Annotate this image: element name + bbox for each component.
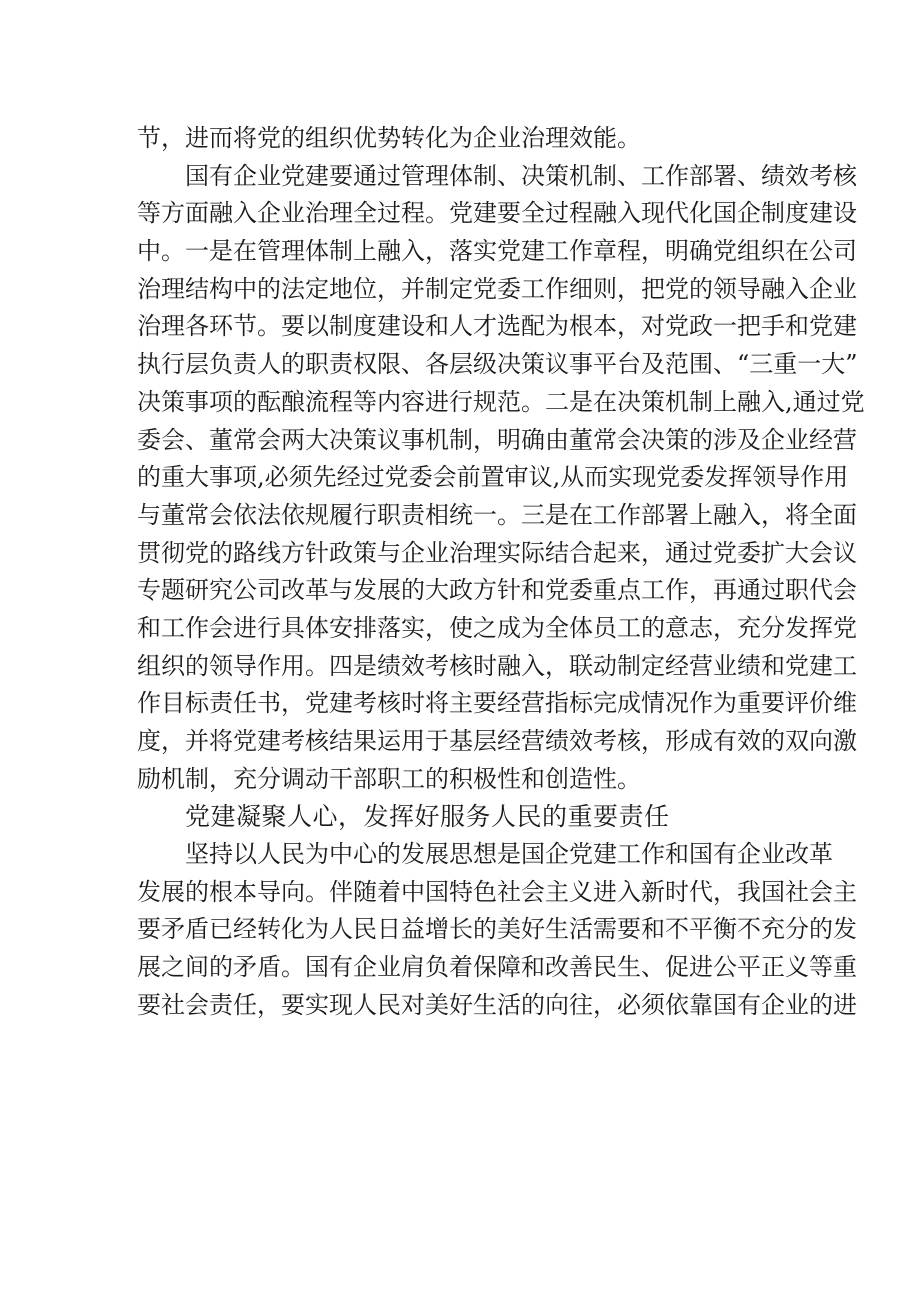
paragraph-line: 度，并将党建考核结果运用于基层经营绩效考核，形成有效的双向激 — [137, 727, 857, 755]
paragraph-line: 执行层负责人的职责权限、各层级决策议事平台及范围、“三重一大” — [137, 350, 858, 379]
paragraph-line: 等方面融入企业治理全过程。党建要全过程融入现代化国企制度建设 — [137, 199, 857, 228]
paragraph-line: 和工作会进行具体安排落实，使之成为全体员工的意志，充分发挥党 — [137, 613, 857, 642]
paragraph-line: 治理结构中的法定地位，并制定党委工作细则，把党的领导融入企业 — [137, 274, 857, 303]
paragraph-line: 治理各环节。要以制度建设和人才选配为根本，对党政一把手和党建 — [137, 312, 857, 341]
paragraph-line: 要社会责任，要实现人民对美好生活的向往，必须依靠国有企业的进 — [137, 990, 857, 1019]
paragraph-line: 组织的领导作用。四是绩效考核时融入，联动制定经营业绩和党建工 — [137, 651, 857, 680]
paragraph-line: 与董常会依法依规履行职责相统一。三是在工作部署上融入，将全面 — [137, 500, 857, 529]
paragraph-line: 决策事项的酝酿流程等内容进行规范。二是在决策机制上融入,通过党 — [137, 387, 865, 416]
paragraph-line: 贯彻党的路线方针政策与企业治理实际结合起来，通过党委扩大会议 — [137, 538, 857, 567]
paragraph-line: 专题研究公司改革与发展的大政方针和党委重点工作，再通过职代会 — [137, 576, 857, 605]
paragraph-line: 作目标责任书，党建考核时将主要经营指标完成情况作为重要评价维 — [137, 689, 857, 718]
section-heading: 党建凝聚人心，发挥好服务人民的重要责任 — [185, 802, 670, 832]
paragraph-line: 的重大事项,必须先经过党委会前置审议,从而实现党委发挥领导作用 — [137, 463, 849, 492]
paragraph-line: 委会、董常会两大决策议事机制，明确由董常会决策的涉及企业经营 — [137, 425, 857, 454]
paragraph-line: 中。一是在管理体制上融入，落实党建工作章程，明确党组织在公司 — [137, 237, 857, 266]
paragraph-line: 励机制，充分调动干部职工的积极性和创造性。 — [137, 764, 641, 793]
paragraph-line: 要矛盾已经转化为人民日益增长的美好生活需要和不平衡不充分的发 — [137, 915, 857, 944]
paragraph-line: 节，进而将党的组织优势转化为企业治理效能。 — [137, 124, 641, 152]
paragraph-line: 国有企业党建要通过管理体制、决策机制、工作部署、绩效考核 — [185, 161, 857, 190]
paragraph-line: 坚持以人民为中心的发展思想是国企党建工作和国有企业改革 — [185, 840, 833, 869]
document-body — [137, 120, 865, 1025]
paragraph-line: 发展的根本导向。伴随着中国特色社会主义进入新时代，我国社会主 — [137, 877, 857, 906]
paragraph-line: 展之间的矛盾。国有企业肩负着保障和改善民生、促进公平正义等重 — [137, 953, 857, 982]
